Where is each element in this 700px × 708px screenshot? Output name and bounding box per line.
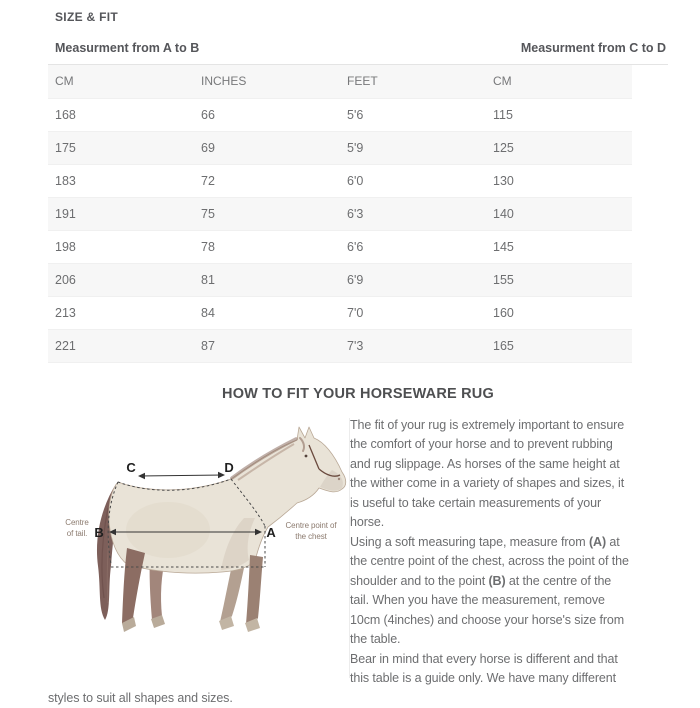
cell-feet: 7'0 (340, 296, 486, 329)
cell-feet: 6'9 (340, 263, 486, 296)
measure-text-segment: Using a soft measuring tape, measure from (350, 535, 589, 549)
cell-cm-ab: 221 (48, 329, 194, 362)
diagram-label-a: A (266, 525, 276, 540)
caption-centre-of-tail-line1: Centre (65, 518, 89, 527)
table-row (48, 131, 632, 164)
col-header-feet: FEET (340, 65, 486, 98)
cell-cm-ab: 168 (48, 98, 194, 131)
cell-cm-cd: 125 (486, 131, 632, 164)
measure-c-to-d-label: Measurment from C to D (521, 41, 666, 55)
diagram-label-b: B (94, 525, 103, 540)
col-header-inches: INCHES (194, 65, 340, 98)
cell-inches: 84 (194, 296, 340, 329)
table-row (48, 230, 632, 263)
table-row (48, 296, 632, 329)
horse-hooves (122, 615, 260, 632)
cell-inches: 81 (194, 263, 340, 296)
cell-cm-ab: 191 (48, 197, 194, 230)
column-header-row (48, 65, 632, 98)
cell-feet: 6'6 (340, 230, 486, 263)
cell-cm-ab: 175 (48, 131, 194, 164)
cell-cm-cd: 165 (486, 329, 632, 362)
table-row (48, 98, 632, 131)
table-row (48, 164, 632, 197)
cell-inches: 87 (194, 329, 340, 362)
table-row (48, 329, 632, 362)
fit-paragraph-disclaimer: Bear in mind that every horse is different and that this table is a guide only. We have many different styles to suit all shapes and sizes. (48, 650, 632, 708)
table-row (48, 197, 632, 230)
diagram-label-d: D (224, 460, 233, 475)
cell-inches: 78 (194, 230, 340, 263)
size-chart-table (48, 65, 632, 363)
cell-cm-cd: 140 (486, 197, 632, 230)
cell-feet: 6'3 (340, 197, 486, 230)
section-title: SIZE & FIT (48, 8, 668, 24)
cell-inches: 75 (194, 197, 340, 230)
fit-guide-heading: HOW TO FIT YOUR HORSEWARE RUG (48, 386, 668, 402)
table-row (48, 263, 632, 296)
cell-cm-ab: 183 (48, 164, 194, 197)
cell-inches: 72 (194, 164, 340, 197)
caption-centre-point-chest-line2: the chest (295, 532, 327, 541)
point-b-bold: (B) (488, 574, 505, 588)
cell-feet: 6'0 (340, 164, 486, 197)
col-header-cm-cd: CM (486, 65, 632, 98)
cell-inches: 69 (194, 131, 340, 164)
measurement-header-row (48, 41, 668, 65)
cell-cm-cd: 145 (486, 230, 632, 263)
horse-eye (305, 454, 308, 457)
horse-nostril (338, 477, 340, 479)
fit-guide-body (48, 416, 632, 708)
horse-diagram-svg (48, 418, 350, 678)
cell-cm-cd: 115 (486, 98, 632, 131)
fit-paragraph-importance-text: The fit of your rug is extremely important to ensure the comfort of your horse and to prevent rubbing and rug slippage. As horses of the same height at the wither come in a variety of shapes and sizes, it is useful to take certain measurements of your horse. (350, 418, 624, 530)
cell-feet: 7'3 (340, 329, 486, 362)
measure-text-segment: at the centre of the tail. When you have the measurement, remove 10cm (4inches) and choose your horse's size from the table. (350, 574, 624, 647)
horse-measurement-diagram (48, 418, 350, 678)
cell-cm-cd: 155 (486, 263, 632, 296)
cell-cm-ab: 213 (48, 296, 194, 329)
diagram-label-c: C (126, 460, 136, 475)
cell-cm-cd: 130 (486, 164, 632, 197)
cell-cm-cd: 160 (486, 296, 632, 329)
size-fit-section (48, 0, 668, 708)
col-header-cm-ab: CM (48, 65, 194, 98)
measure-arrow-c-d (138, 471, 225, 478)
measure-text-segment: at the centre point of the chest, across the point of the shoulder and to the point (350, 535, 629, 588)
point-a-bold: (A) (589, 535, 606, 549)
cell-feet: 5'6 (340, 98, 486, 131)
cell-feet: 5'9 (340, 131, 486, 164)
measure-a-to-b-label: Measurment from A to B (55, 41, 199, 55)
caption-centre-point-chest-line1: Centre point of (286, 521, 338, 530)
cell-cm-ab: 206 (48, 263, 194, 296)
cell-inches: 66 (194, 98, 340, 131)
cell-cm-ab: 198 (48, 230, 194, 263)
caption-centre-of-tail-line2: of tail. (67, 529, 88, 538)
